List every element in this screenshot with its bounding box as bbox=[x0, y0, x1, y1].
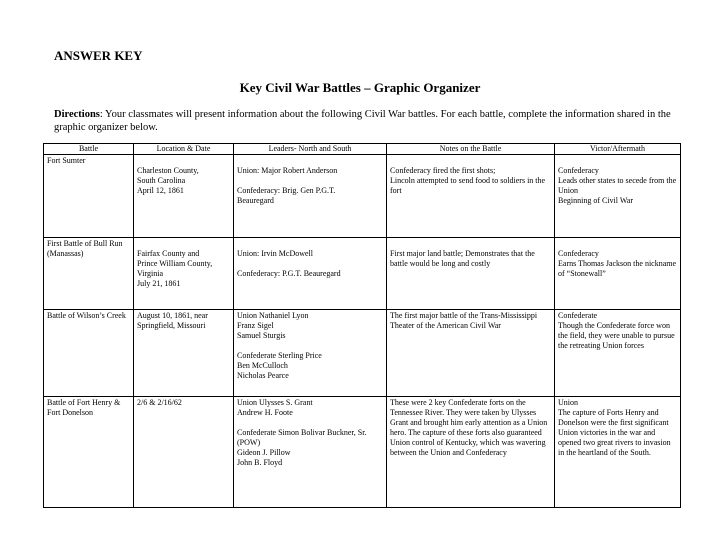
column-header-location: Location & Date bbox=[134, 144, 234, 155]
battle-cell: First Battle of Bull Run (Manassas) bbox=[44, 238, 134, 310]
location-cell: August 10, 1861, near Springfield, Missouri bbox=[134, 310, 234, 397]
leaders-cell: Union: Major Robert Anderson Confederacy: Brig. Gen P.G.T. Beauregard bbox=[234, 155, 387, 238]
notes-cell: Confederacy fired the first shots; Lincoln attempted to send food to soldiers in the fort bbox=[387, 155, 555, 238]
table-header-row bbox=[44, 144, 681, 155]
table-row bbox=[44, 310, 681, 397]
victor-cell: Confederate Though the Confederate force won the field, they were unable to pursue the retreating Union forces bbox=[555, 310, 681, 397]
column-header-battle: Battle bbox=[44, 144, 134, 155]
answer-key-heading: ANSWER KEY bbox=[54, 48, 143, 63]
location-cell: 2/6 & 2/16/62 bbox=[134, 397, 234, 508]
leaders-cell: Union: Irvin McDowell Confederacy: P.G.T. Beauregard bbox=[234, 238, 387, 310]
page-title: Key Civil War Battles – Graphic Organizer bbox=[239, 80, 481, 95]
directions-label: Directions bbox=[54, 109, 100, 120]
location-cell: Charleston County, South Carolina April 12, 1861 bbox=[134, 155, 234, 238]
leaders-cell: Union Ulysses S. Grant Andrew H. Foote Confederate Simon Bolivar Buckner, Sr. (POW) Gideon J. Pillow John B. Floyd bbox=[234, 397, 387, 508]
battle-cell: Battle of Wilson’s Creek bbox=[44, 310, 134, 397]
column-header-notes: Notes on the Battle bbox=[387, 144, 555, 155]
victor-cell: Union The capture of Forts Henry and Donelson were the first significant Union victories in the war and opened two great rivers to invasion in the heartland of the South. bbox=[555, 397, 681, 508]
notes-cell: These were 2 key Confederate forts on the Tennessee River. They were taken by Ulysses Grant and brought him early attention as a Union hero. The capture of these forts also guaranteed Union control of Kentucky, which was wavering between the Union and Confederacy bbox=[387, 397, 555, 508]
table-row bbox=[44, 238, 681, 310]
leaders-cell: Union Nathaniel Lyon Franz Sigel Samuel Sturgis Confederate Sterling Price Ben McCulloch Nicholas Pearce bbox=[234, 310, 387, 397]
notes-cell: First major land battle; Demonstrates that the battle would be long and costly bbox=[387, 238, 555, 310]
battle-cell: Battle of Fort Henry & Fort Donelson bbox=[44, 397, 134, 508]
victor-cell: Confederacy Earns Thomas Jackson the nickname of “Stonewall” bbox=[555, 238, 681, 310]
location-cell: Fairfax County and Prince William County, Virginia July 21, 1861 bbox=[134, 238, 234, 310]
graphic-organizer-table bbox=[43, 143, 681, 508]
directions-text: : Your classmates will present information about the following Civil War battles. For each battle, complete the information shared in the graphic organizer below. bbox=[54, 109, 671, 133]
column-header-victor: Victor/Aftermath bbox=[555, 144, 681, 155]
battle-cell: Fort Sumter bbox=[44, 155, 134, 238]
notes-cell: The first major battle of the Trans-Mississippi Theater of the American Civil War bbox=[387, 310, 555, 397]
victor-cell: Confederacy Leads other states to secede from the Union Beginning of Civil War bbox=[555, 155, 681, 238]
table-row bbox=[44, 397, 681, 508]
column-header-leaders: Leaders- North and South bbox=[234, 144, 387, 155]
directions-paragraph bbox=[54, 108, 674, 134]
table-row bbox=[44, 155, 681, 238]
